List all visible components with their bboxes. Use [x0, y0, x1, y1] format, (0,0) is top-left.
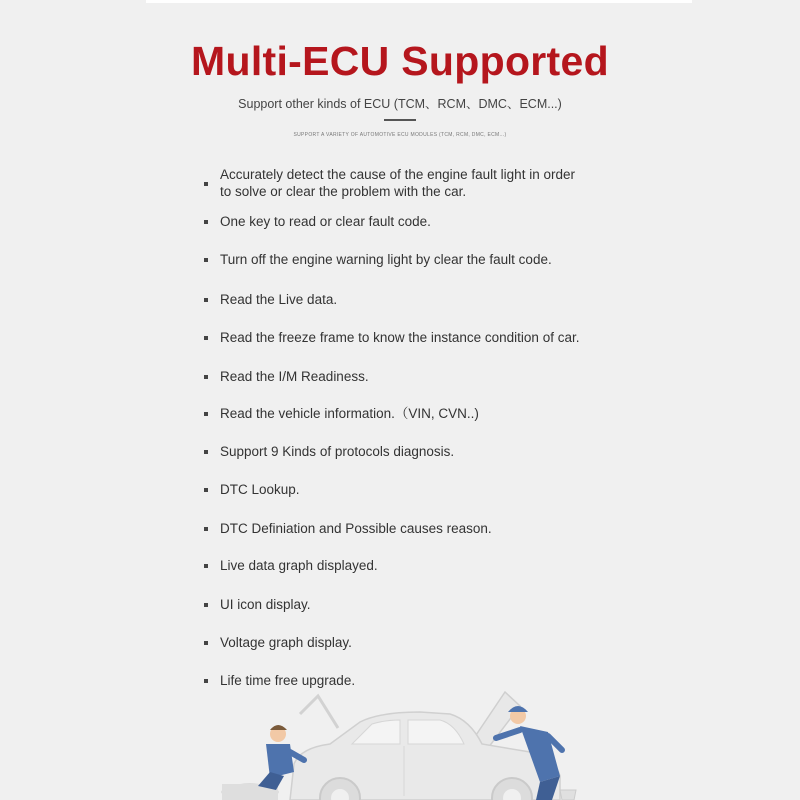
feature-text: Read the vehicle information.（VIN, CVN..)	[220, 406, 479, 421]
feature-text: to solve or clear the problem with the car.	[220, 184, 467, 199]
bullet-icon	[204, 258, 208, 262]
title-divider	[384, 119, 416, 121]
car-repair-illustration-icon	[0, 686, 800, 800]
feature-text: Read the I/M Readiness.	[220, 369, 369, 384]
feature-text: Accurately detect the cause of the engine fault light in order	[220, 167, 575, 182]
bullet-icon	[204, 450, 208, 454]
feature-text: DTC Definiation and Possible causes reason.	[220, 521, 492, 536]
bullet-icon	[204, 488, 208, 492]
feature-text: Read the Live data.	[220, 292, 338, 307]
bullet-icon	[204, 679, 208, 683]
bullet-icon	[204, 603, 208, 607]
feature-text: One key to read or clear fault code.	[220, 214, 431, 229]
bullet-icon	[204, 220, 208, 224]
page-subtitle: Support other kinds of ECU (TCM、RCM、DMC、ECM...)	[238, 97, 562, 111]
bullet-icon	[204, 412, 208, 416]
bullet-icon	[204, 641, 208, 645]
feature-text: Life time free upgrade.	[220, 673, 356, 688]
small-caption: SUPPORT A VARIETY OF AUTOMOTIVE ECU MODULES (TCM, RCM, DMC, ECM...)	[293, 132, 507, 138]
bullet-icon	[204, 564, 208, 568]
feature-text: Live data graph displayed.	[220, 558, 378, 573]
bullet-icon	[204, 336, 208, 340]
feature-text: DTC Lookup.	[220, 482, 300, 497]
feature-text: Voltage graph display.	[220, 635, 352, 650]
feature-text: UI icon display.	[220, 597, 311, 612]
bullet-icon	[204, 375, 208, 379]
feature-text: Support 9 Kinds of protocols diagnosis.	[220, 444, 455, 459]
bullet-icon	[204, 527, 208, 531]
feature-text: Turn off the engine warning light by clear the fault code.	[220, 252, 552, 267]
page-title: Multi-ECU Supported	[191, 38, 609, 84]
bullet-icon	[204, 182, 208, 186]
bullet-icon	[204, 298, 208, 302]
feature-text: Read the freeze frame to know the instance condition of car.	[220, 330, 580, 345]
top-divider-line	[146, 0, 692, 3]
